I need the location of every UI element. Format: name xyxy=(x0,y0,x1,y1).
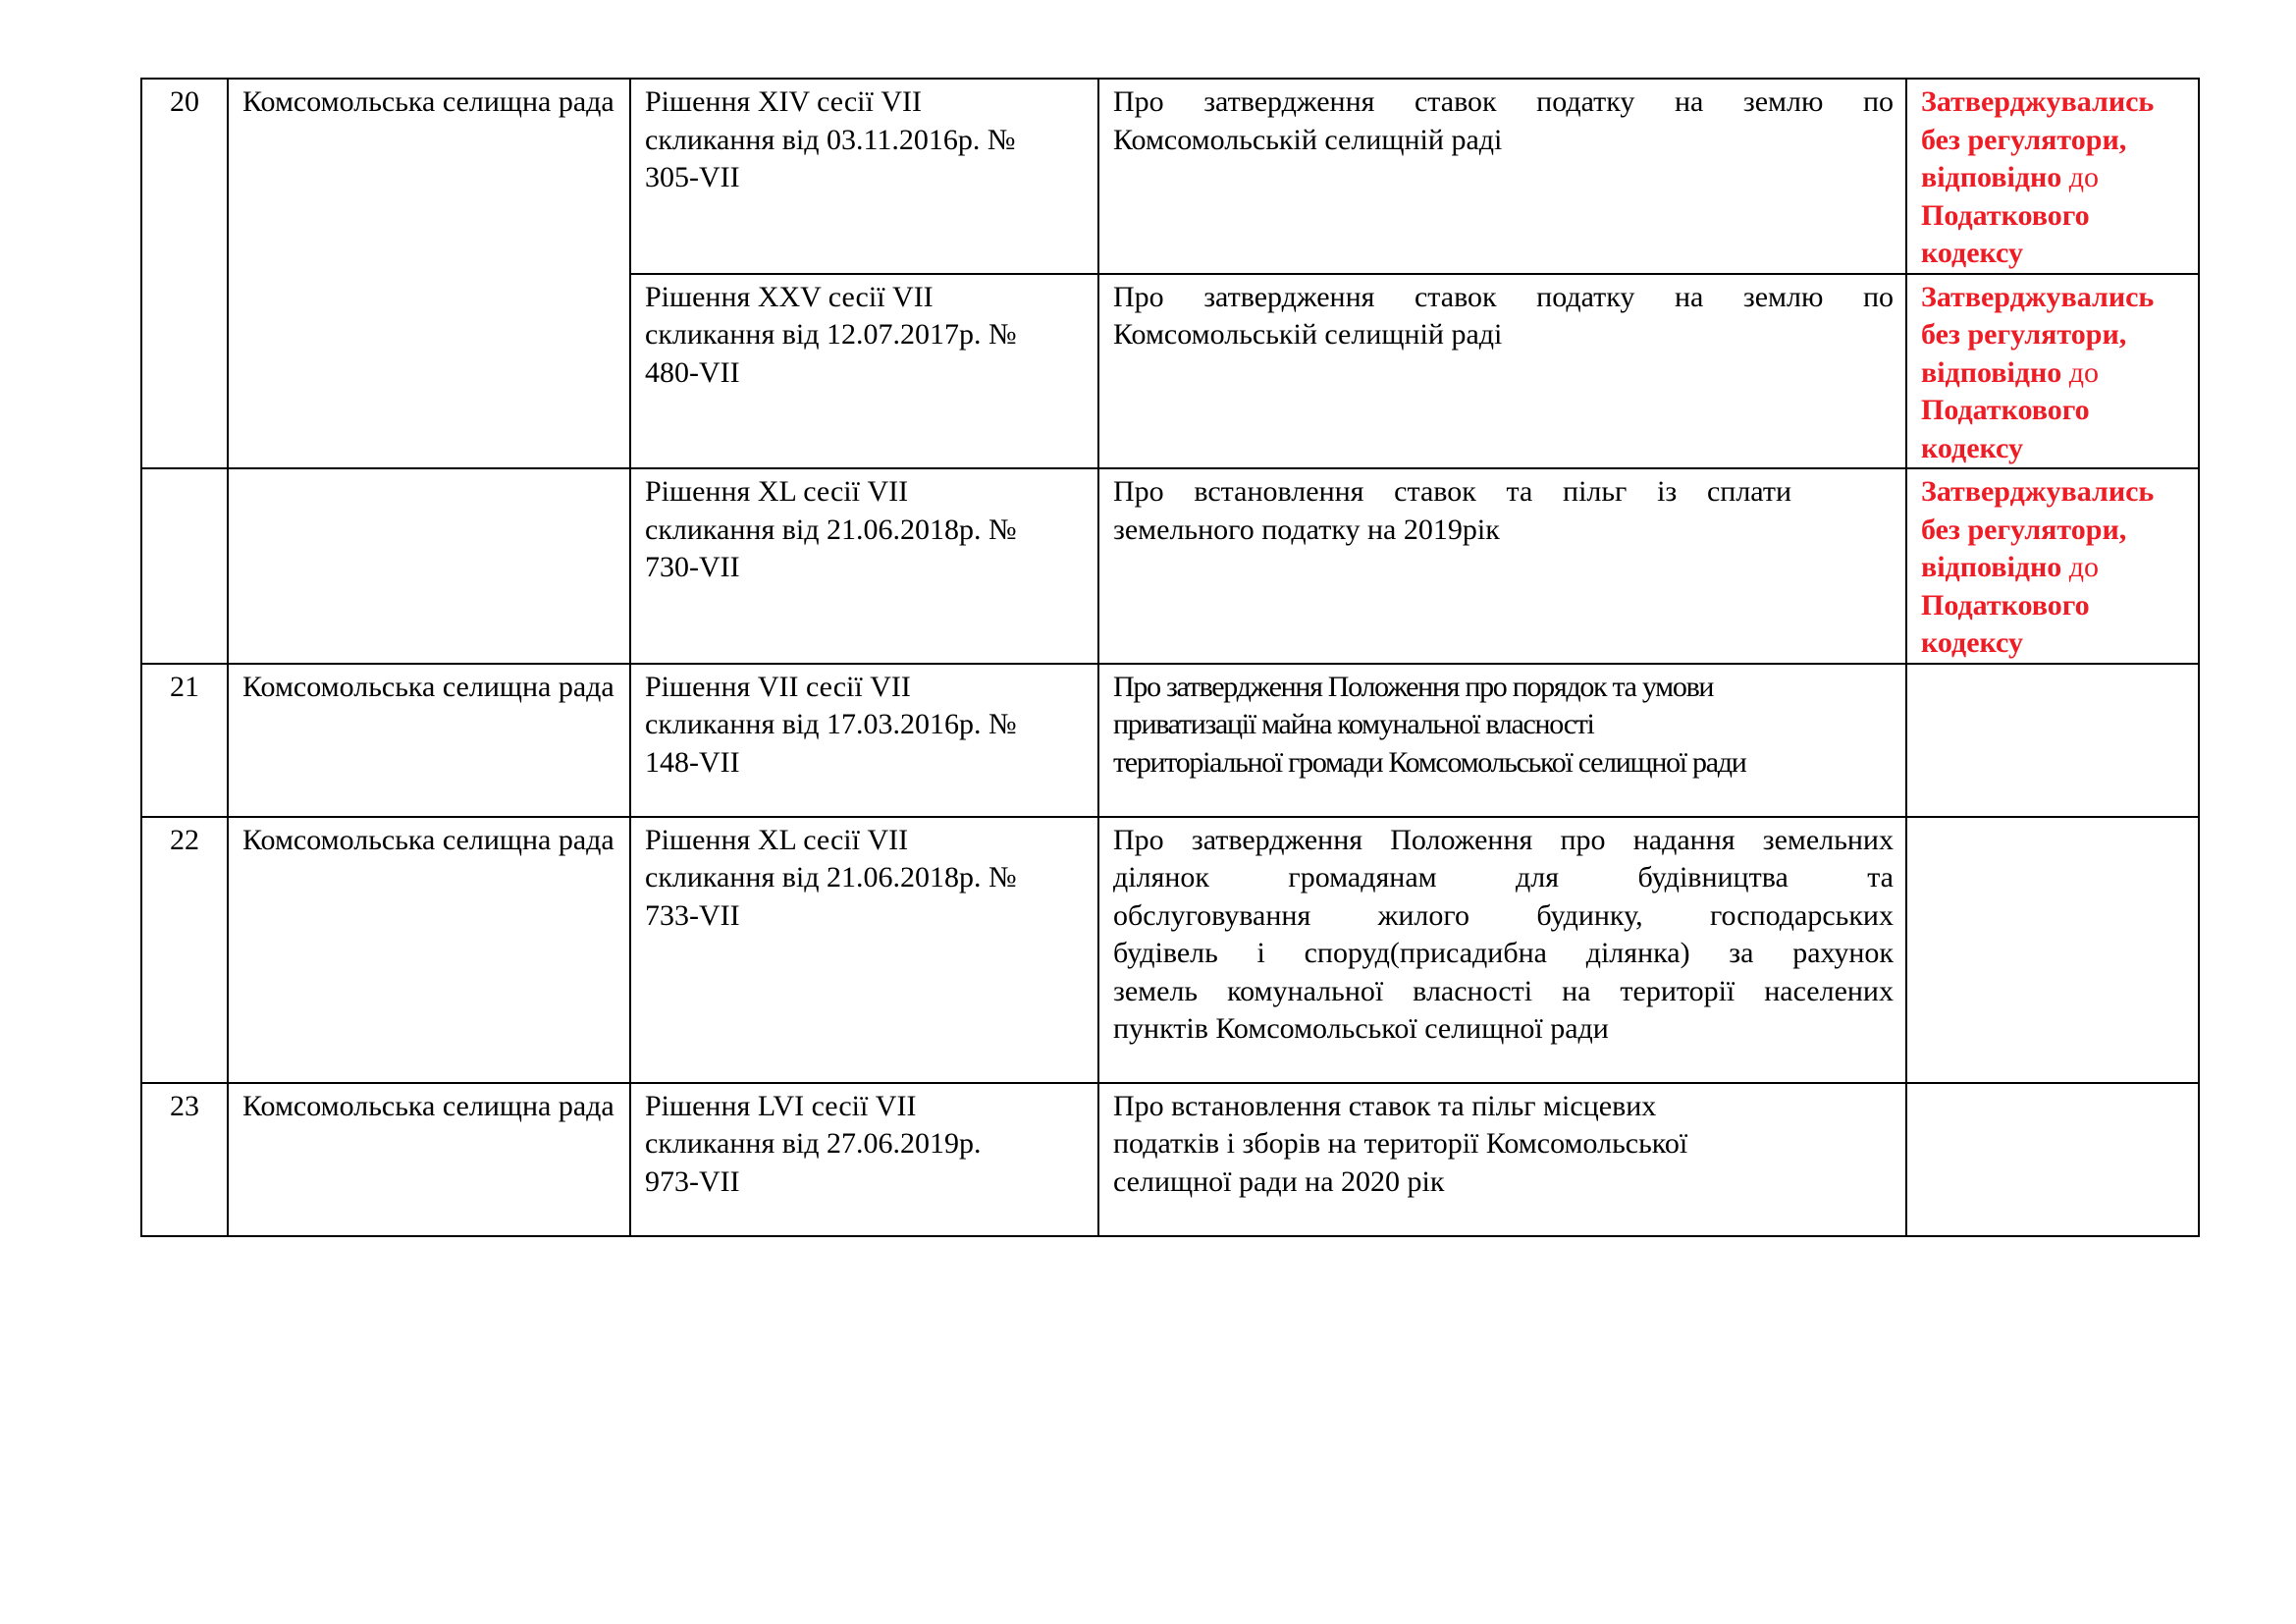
note-cell xyxy=(1906,274,2199,469)
subject-line: ділянок громадянам для будівництва та xyxy=(1113,861,1894,893)
decision-line: Рішення XL сесії VII xyxy=(645,475,909,508)
council-cell xyxy=(228,817,630,1083)
subject-line: Про затвердження Положення про порядок та умови xyxy=(1113,670,1714,703)
decision-cell xyxy=(630,468,1098,664)
row-number-cell xyxy=(141,79,228,468)
note-line: кодексу xyxy=(1921,626,2023,659)
note-line: Затверджувались xyxy=(1921,85,2155,118)
decision-line: Рішення LVI сесії VII xyxy=(645,1089,917,1122)
council-name: Комсомольська селищна рада xyxy=(242,85,614,118)
decision-line: скликання від 27.06.2019р. xyxy=(645,1127,982,1160)
decision-line: 148-VII xyxy=(645,745,740,779)
decision-line: Рішення XXV сесії VII xyxy=(645,280,934,313)
subject-line: Про затвердження ставок податку на землю по xyxy=(1113,280,1894,313)
council-name: Комсомольська селищна рада xyxy=(242,823,614,856)
decision-line: Рішення XL сесії VII xyxy=(645,823,909,856)
table-row xyxy=(141,817,2199,1083)
row-number-cell xyxy=(141,1083,228,1236)
subject-line: пунктів Комсомольської селищної ради xyxy=(1113,1012,1609,1045)
subject-line: Про встановлення ставок та пільг із сплати xyxy=(1113,475,1791,508)
subject-line: Про затвердження Положення про надання земельних xyxy=(1113,823,1894,856)
decision-line: 730-VII xyxy=(645,551,740,583)
decision-cell xyxy=(630,817,1098,1083)
decision-cell xyxy=(630,79,1098,274)
note-line: до xyxy=(2061,551,2100,583)
decision-cell xyxy=(630,274,1098,469)
note-line: Податкового xyxy=(1921,198,2090,232)
subject-line: Комсомольській селищній раді xyxy=(1113,123,1503,156)
decision-line: 305-VII xyxy=(645,161,740,193)
council-cell xyxy=(228,79,630,468)
note-line: без регулятори, xyxy=(1921,318,2127,351)
decisions-table xyxy=(140,78,2200,1237)
note-line: кодексу xyxy=(1921,237,2023,269)
row-number-cell xyxy=(141,664,228,817)
table-row xyxy=(141,664,2199,817)
decision-line: 733-VII xyxy=(645,898,740,932)
note-cell xyxy=(1906,468,2199,664)
decision-line: скликання від 21.06.2018р. № xyxy=(645,513,1017,546)
subject-cell xyxy=(1098,79,1906,274)
council-name: Комсомольська селищна рада xyxy=(242,1089,614,1122)
decision-cell xyxy=(630,664,1098,817)
note-cell xyxy=(1906,1083,2199,1236)
note-cell xyxy=(1906,664,2199,817)
subject-cell xyxy=(1098,274,1906,469)
note-line: кодексу xyxy=(1921,431,2023,464)
subject-cell xyxy=(1098,468,1906,664)
note-line: Затверджувались xyxy=(1921,475,2155,508)
note-line: до xyxy=(2061,355,2100,389)
subject-line: земельного податку на 2019рік xyxy=(1113,513,1500,546)
subject-line: приватизації майна комунальної власності xyxy=(1113,708,1594,740)
council-cell xyxy=(228,468,630,664)
row-number: 20 xyxy=(170,85,199,118)
note-line: без регулятори, xyxy=(1921,513,2127,546)
subject-line: Комсомольській селищній раді xyxy=(1113,318,1503,351)
decision-line: скликання від 03.11.2016р. № xyxy=(645,123,1016,156)
decision-line: скликання від 12.07.2017р. № xyxy=(645,318,1017,351)
note-line: відповідно xyxy=(1921,551,2062,583)
subject-cell xyxy=(1098,817,1906,1083)
table-row xyxy=(141,1083,2199,1236)
note-line: до xyxy=(2061,161,2100,193)
note-line: Податкового xyxy=(1921,394,2090,426)
council-cell xyxy=(228,664,630,817)
note-cell xyxy=(1906,79,2199,274)
subject-line: територіальної громади Комсомольської селищної ради xyxy=(1113,745,1746,779)
decision-line: 480-VII xyxy=(645,355,740,389)
note-line: відповідно xyxy=(1921,161,2062,193)
note-cell xyxy=(1906,817,2199,1083)
note-line: Податкового xyxy=(1921,588,2090,622)
row-number-cell xyxy=(141,468,228,664)
table-row xyxy=(141,79,2199,274)
subject-line: селищної ради на 2020 рік xyxy=(1113,1164,1445,1198)
subject-line: податків і зборів на території Комсомольської xyxy=(1113,1127,1688,1160)
decision-line: скликання від 21.06.2018р. № xyxy=(645,861,1017,893)
decision-line: Рішення VII сесії VII xyxy=(645,670,911,703)
decision-line: 973-VII xyxy=(645,1164,740,1198)
note-line: Затверджувались xyxy=(1921,280,2155,313)
table-row xyxy=(141,468,2199,664)
subject-cell xyxy=(1098,1083,1906,1236)
subject-line: земель комунальної власності на території населених xyxy=(1113,974,1894,1007)
decision-line: скликання від 17.03.2016р. № xyxy=(645,708,1017,740)
subject-line: Про встановлення ставок та пільг місцевих xyxy=(1113,1089,1657,1122)
row-number: 22 xyxy=(170,823,199,856)
decision-cell xyxy=(630,1083,1098,1236)
note-line: без регулятори, xyxy=(1921,123,2127,156)
subject-line: обслуговування жилого будинку, господарських xyxy=(1113,898,1894,932)
subject-line: будівель і споруд(присадибна ділянка) за рахунок xyxy=(1113,937,1894,969)
row-number: 21 xyxy=(170,670,199,703)
council-name: Комсомольська селищна рада xyxy=(242,670,614,703)
row-number: 23 xyxy=(170,1089,199,1122)
subject-line: Про затвердження ставок податку на землю по xyxy=(1113,85,1894,118)
decision-line: Рішення XIV сесії VII xyxy=(645,85,922,118)
row-number-cell xyxy=(141,817,228,1083)
council-cell xyxy=(228,1083,630,1236)
note-line: відповідно xyxy=(1921,355,2062,389)
subject-cell xyxy=(1098,664,1906,817)
